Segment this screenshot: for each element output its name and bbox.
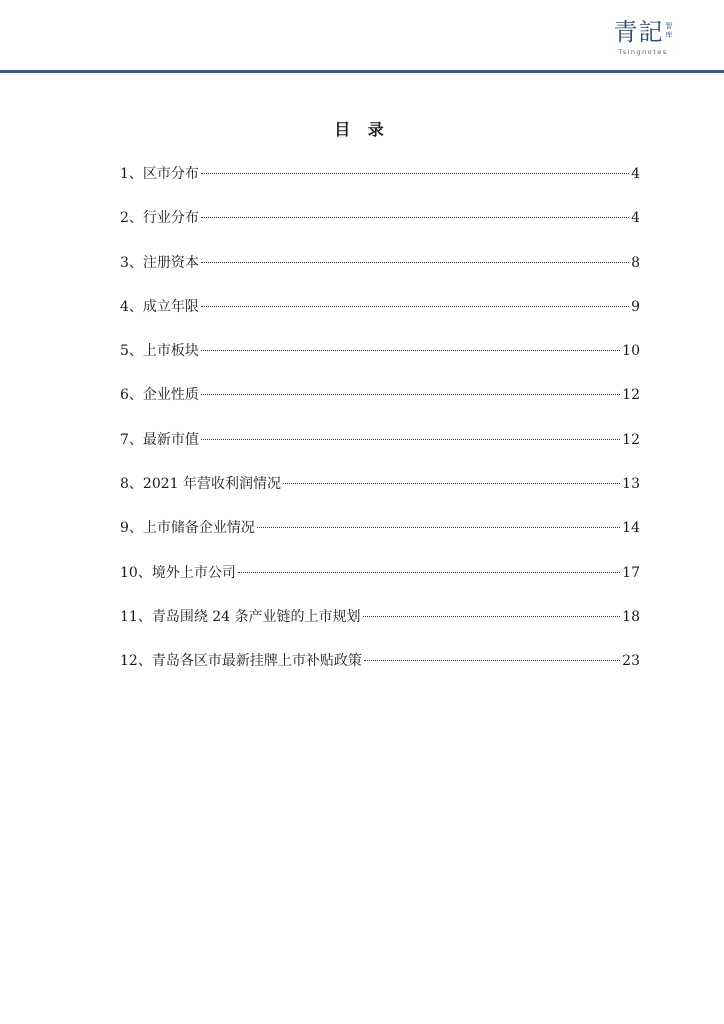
toc-entry[interactable]	[120, 251, 640, 295]
toc-leader-dots	[238, 572, 620, 573]
toc-entry-page: 17	[622, 564, 640, 581]
logo-mark	[608, 18, 678, 46]
toc-leader-dots	[201, 173, 629, 174]
toc-leader-dots	[364, 660, 620, 661]
toc-list	[120, 162, 640, 694]
toc-entry[interactable]	[120, 516, 640, 560]
toc-entry-page: 10	[622, 343, 640, 360]
toc-title: 目 录	[334, 120, 390, 139]
toc-entry-label: 12、青岛各区市最新挂牌上市补贴政策	[120, 653, 362, 670]
toc-leader-dots	[201, 217, 629, 218]
toc-entry-page: 14	[622, 520, 640, 537]
toc-entry[interactable]	[120, 206, 640, 250]
toc-entry-page: 12	[622, 387, 640, 404]
logo-sub-char-1: 智	[665, 22, 673, 30]
toc-leader-dots	[363, 616, 621, 617]
logo-sub-char-2: 库	[665, 31, 673, 39]
toc-entry-label: 6、企业性质	[120, 387, 199, 404]
toc-entry-page: 4	[631, 166, 640, 182]
logo-chars: 青記	[613, 18, 664, 46]
toc-entry[interactable]	[120, 649, 640, 693]
toc-entry-page: 4	[631, 210, 640, 227]
toc-leader-dots	[201, 439, 620, 440]
toc-leader-dots	[201, 350, 620, 351]
toc-entry-label: 3、注册资本	[120, 254, 199, 271]
toc-entry[interactable]	[120, 295, 640, 339]
toc-entry-label: 7、最新市值	[120, 431, 199, 448]
toc-leader-dots	[201, 306, 629, 307]
logo-english: Tsingnotes	[618, 48, 668, 56]
toc-entry[interactable]	[120, 339, 640, 383]
toc-entry-page: 18	[622, 608, 640, 625]
toc-entry-page: 23	[622, 653, 640, 670]
toc-entry[interactable]	[120, 162, 640, 206]
toc-entry[interactable]	[120, 472, 640, 516]
toc-entry-label: 5、上市板块	[120, 343, 199, 360]
toc-entry[interactable]	[120, 561, 640, 605]
toc-entry-label: 11、青岛围绕 24 条产业链的上市规划	[120, 608, 361, 625]
brand-logo	[608, 18, 678, 56]
header-divider	[0, 70, 724, 73]
toc-entry-label: 4、成立年限	[120, 298, 199, 315]
toc-entry-page: 8	[631, 254, 640, 271]
toc-entry-label: 9、上市储备企业情况	[120, 520, 255, 537]
toc-leader-dots	[201, 262, 629, 263]
toc-entry-page: 13	[622, 476, 640, 493]
toc-entry-label: 2、行业分布	[120, 210, 199, 227]
toc-entry-page: 12	[622, 431, 640, 448]
toc-leader-dots	[283, 483, 620, 484]
toc-entry[interactable]	[120, 428, 640, 472]
toc-leader-dots	[257, 527, 620, 528]
toc-entry[interactable]	[120, 605, 640, 649]
toc-entry-page: 9	[631, 298, 640, 315]
logo-sub	[666, 22, 673, 40]
toc-entry-label: 1、区市分布	[120, 166, 199, 182]
toc-entry-label: 8、2021 年营收利润情况	[120, 476, 281, 493]
toc-entry[interactable]	[120, 383, 640, 427]
toc-entry-label: 10、境外上市公司	[120, 564, 236, 581]
toc-leader-dots	[201, 394, 620, 395]
